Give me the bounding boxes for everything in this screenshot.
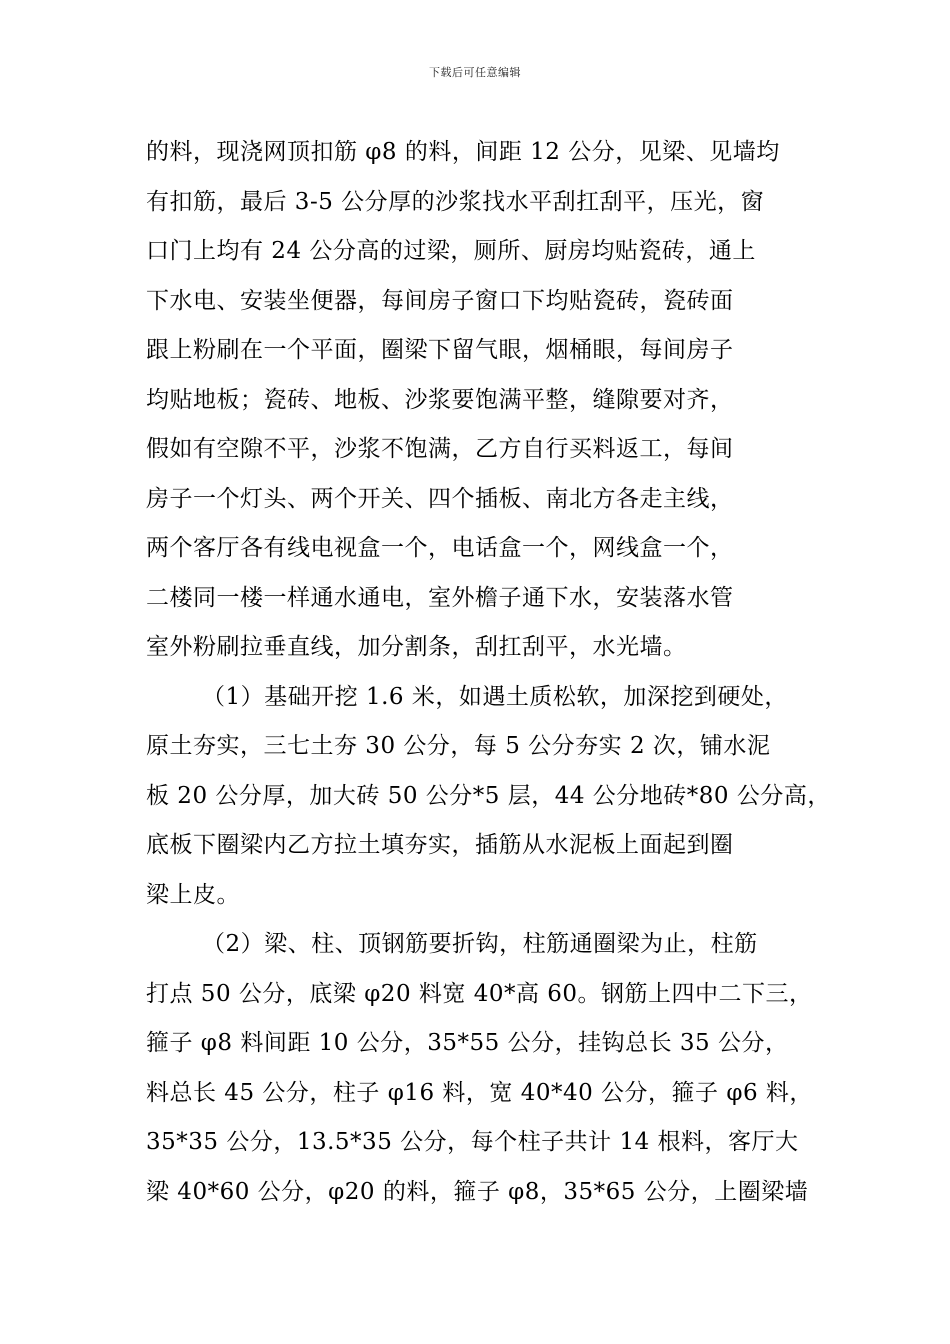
text-line: 两个客厅各有线电视盒一个，电话盒一个，网线盒一个， [146, 535, 734, 561]
text-line: 房子一个灯头、两个开关、四个插板、南北方各走主线， [146, 485, 734, 512]
text-line: 下水电、安装坐便器，每间房子窗口下均贴瓷砖，瓷砖面 [146, 287, 734, 314]
text-line: 原土夯实，三七土夯 30 公分，每 5 公分夯实 2 次，铺水泥 [146, 733, 771, 759]
paragraph-1-start: （1）基础开挖 1.6 米，如遇土质松软，加深挖到硬处， [202, 683, 788, 710]
text-line: 口门上均有 24 公分高的过梁，厕所、厨房均贴瓷砖，通上 [146, 238, 756, 264]
text-line: 箍子 φ8 料间距 10 公分，35*55 公分，挂钩总长 35 公分， [146, 1030, 789, 1056]
text-line: 的料，现浇网顶扣筋 φ8 的料，间距 12 公分，见梁、见墙均 [146, 139, 780, 165]
text-line: 35*35 公分，13.5*35 公分，每个柱子共计 14 根料，客厅大 [146, 1129, 799, 1155]
text-line: 梁 40*60 公分，φ20 的料，箍子 φ8，35*65 公分，上圈梁墙 [146, 1178, 809, 1205]
text-line: 料总长 45 公分，柱子 φ16 料，宽 40*40 公分，箍子 φ6 料， [146, 1079, 813, 1106]
text-line: 梁上皮。 [146, 881, 240, 908]
text-line: 均贴地板；瓷砖、地板、沙浆要饱满平整，缝隙要对齐， [146, 386, 734, 413]
text-line: 室外粉刷拉垂直线，加分割条，刮扛刮平，水光墙。 [146, 634, 687, 660]
text-line: 打点 50 公分，底梁 φ20 料宽 40*高 60。钢筋上四中二下三， [146, 980, 813, 1007]
text-line: 二楼同一楼一样通水通电，室外檐子通下水，安装落水管 [146, 584, 734, 611]
body-text [146, 128, 836, 1217]
text-line: 有扣筋，最后 3-5 公分厚的沙浆找水平刮扛刮平，压光，窗 [146, 188, 765, 215]
text-line: 假如有空隙不平，沙浆不饱满，乙方自行买料返工，每间 [146, 436, 734, 462]
text-line: 跟上粉刷在一个平面，圈梁下留气眼，烟桶眼，每间房子 [146, 337, 734, 363]
text-line: 底板下圈梁内乙方拉土填夯实，插筋从水泥板上面起到圈 [146, 832, 734, 858]
page-header: 下载后可任意编辑 [429, 66, 521, 79]
paragraph-2-start: （2）梁、柱、顶钢筋要折钩，柱筋通圈梁为止，柱筋 [202, 931, 758, 957]
text-line: 板 20 公分厚，加大砖 50 公分*5 层，44 公分地砖*80 公分高， [146, 782, 831, 809]
